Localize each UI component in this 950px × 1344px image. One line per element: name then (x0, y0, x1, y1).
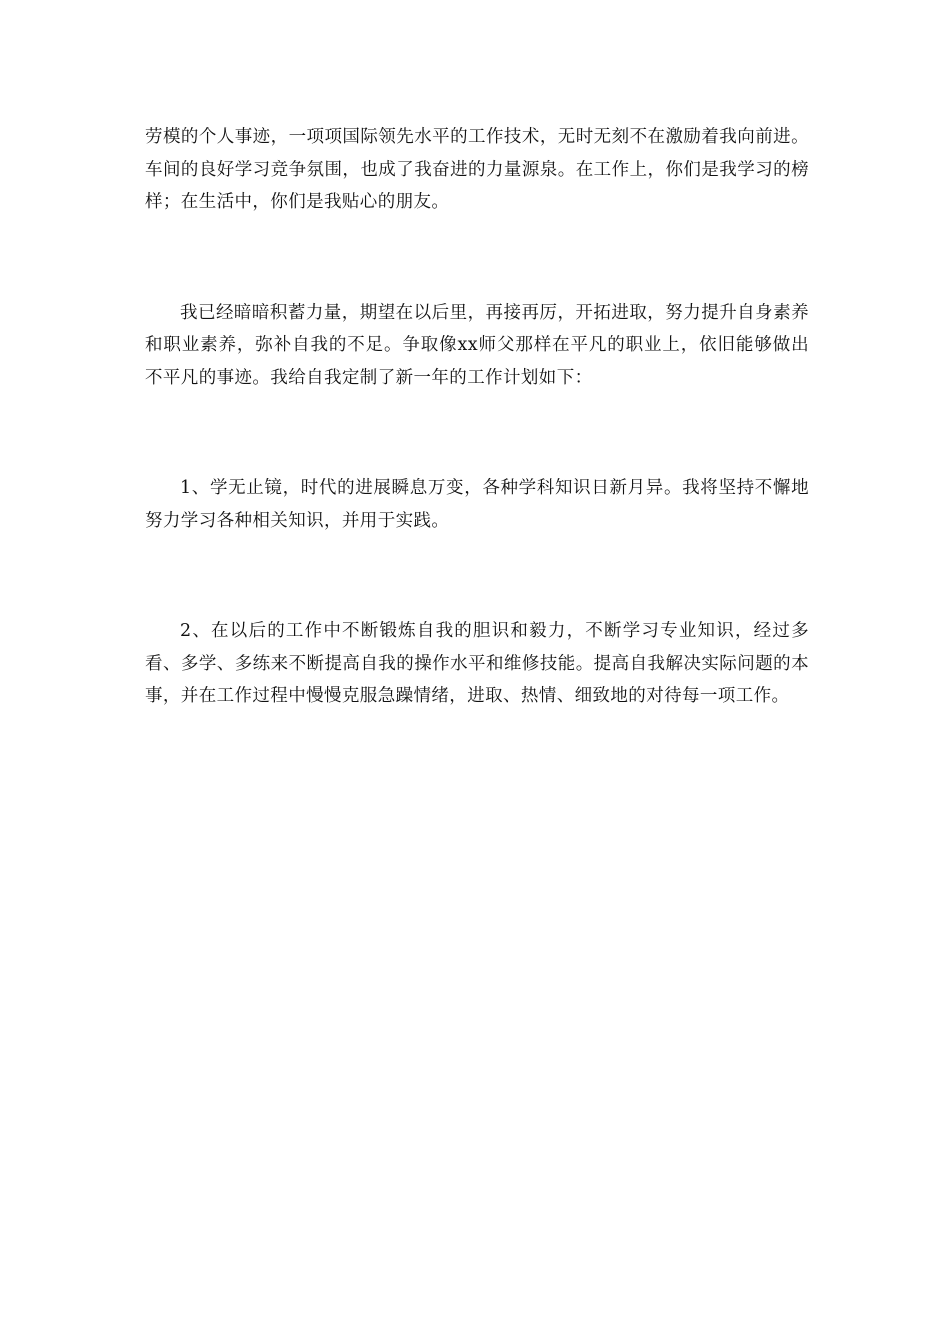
paragraph-spacer (145, 219, 809, 297)
paragraph-continuation: 劳模的个人事迹，一项项国际领先水平的工作技术，无时无刻不在激励着我向前进。车间的良好学习竞争氛围，也成了我奋进的力量源泉。在工作上，你们是我学习的榜样；在生活中，你们是我贴心的朋友。 (145, 127, 809, 212)
paragraph-goals: 我已经暗暗积蓄力量，期望在以后里，再接再厉，开拓进取，努力提升自身素养和职业素养，弥补自我的不足。争取像xx师父那样在平凡的职业上，依旧能够做出不平凡的事迹。我给自我定制了新一年的工作计划如下： (145, 302, 809, 388)
paragraph-spacer (145, 394, 809, 472)
paragraph-spacer (145, 537, 809, 615)
plan-item-1: 1、学无止镜，时代的进展瞬息万变，各种学科知识日新月异。我将坚持不懈地努力学习各种相关知识，并用于实践。 (145, 478, 809, 531)
document-body (145, 121, 809, 713)
plan-item-2: 2、在以后的工作中不断锻炼自我的胆识和毅力，不断学习专业知识，经过多看、多学、多练来不断提高自我的操作水平和维修技能。提高自我解决实际问题的本事，并在工作过程中慢慢克服急躁情绪，进取、热情、细致地的对待每一项工作。 (145, 621, 809, 706)
